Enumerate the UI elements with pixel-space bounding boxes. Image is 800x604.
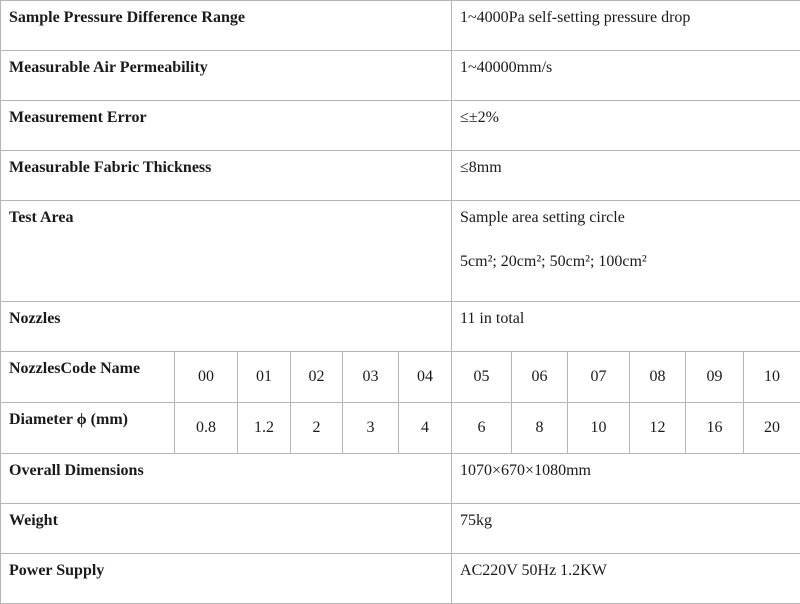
nozzle-code-cell: 07	[568, 352, 630, 403]
row-label: Measurement Error	[1, 101, 452, 151]
row-label: Measurable Fabric Thickness	[1, 151, 452, 201]
diameter-label: Diameter ϕ (mm)	[1, 403, 175, 454]
diameter-cell: 0.8	[175, 403, 238, 454]
row-value: 1~40000mm/s	[452, 51, 800, 101]
test-area-line-2: 5cm²; 20cm²; 50cm²; 100cm²	[460, 253, 792, 271]
nozzle-code-cell: 06	[512, 352, 568, 403]
diameter-cell: 3	[343, 403, 399, 454]
diameter-cell: 2	[291, 403, 343, 454]
row-value: 1070×670×1080mm	[452, 454, 800, 504]
table-row	[1, 101, 800, 151]
nozzles-value: 11 in total	[452, 302, 800, 352]
table-row-diameters	[1, 403, 800, 454]
test-area-value	[452, 201, 800, 302]
diameter-cell: 8	[512, 403, 568, 454]
test-area-line-1: Sample area setting circle	[460, 209, 792, 227]
nozzle-code-cell: 01	[238, 352, 291, 403]
nozzle-code-cell: 08	[630, 352, 686, 403]
diameter-cell: 4	[399, 403, 452, 454]
diameter-cell: 20	[744, 403, 800, 454]
table-row	[1, 151, 800, 201]
table-row-nozzle-codes	[1, 352, 800, 403]
table-row-test-area	[1, 201, 800, 302]
row-label: Measurable Air Permeability	[1, 51, 452, 101]
row-value: 75kg	[452, 504, 800, 554]
row-value: ≤8mm	[452, 151, 800, 201]
nozzle-code-cell: 02	[291, 352, 343, 403]
row-label: Overall Dimensions	[1, 454, 452, 504]
nozzle-code-label: NozzlesCode Name	[1, 352, 175, 403]
row-value: 1~4000Pa self-setting pressure drop	[452, 1, 800, 51]
diameter-cell: 16	[686, 403, 744, 454]
row-label: Power Supply	[1, 554, 452, 604]
table-row	[1, 504, 800, 554]
row-label: Sample Pressure Difference Range	[1, 1, 452, 51]
diameter-cell: 1.2	[238, 403, 291, 454]
row-value: ≤±2%	[452, 101, 800, 151]
row-label: Weight	[1, 504, 452, 554]
nozzle-code-cell: 09	[686, 352, 744, 403]
nozzles-label: Nozzles	[1, 302, 452, 352]
nozzle-code-cell: 00	[175, 352, 238, 403]
nozzle-code-cell: 10	[744, 352, 800, 403]
table-row	[1, 51, 800, 101]
table-row	[1, 554, 800, 604]
diameter-cell: 6	[452, 403, 512, 454]
nozzle-code-cell: 05	[452, 352, 512, 403]
nozzle-code-cell: 04	[399, 352, 452, 403]
row-value: AC220V 50Hz 1.2KW	[452, 554, 800, 604]
diameter-cell: 10	[568, 403, 630, 454]
table-row-nozzles	[1, 302, 800, 352]
table-row	[1, 1, 800, 51]
nozzle-code-cell: 03	[343, 352, 399, 403]
test-area-label: Test Area	[1, 201, 452, 302]
diameter-cell: 12	[630, 403, 686, 454]
table-row	[1, 454, 800, 504]
